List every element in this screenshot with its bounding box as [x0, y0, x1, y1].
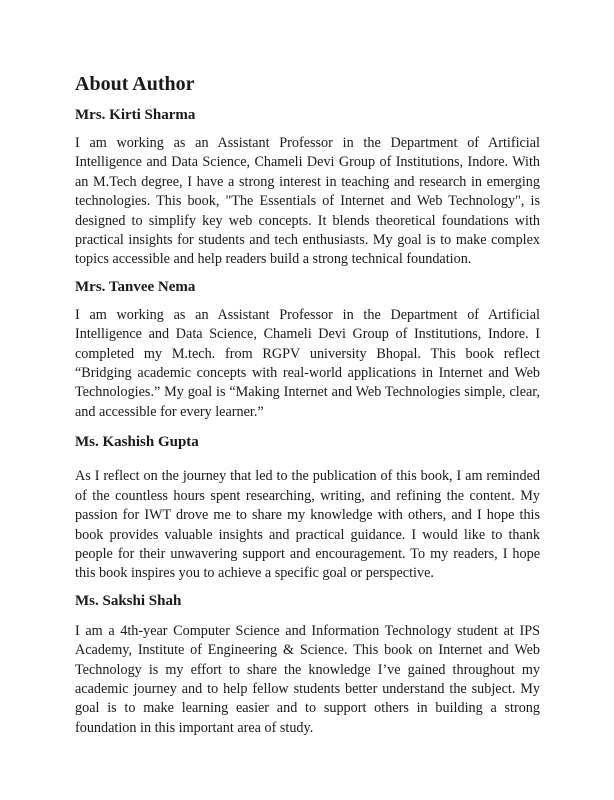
author-name: Mrs. Kirti Sharma	[75, 107, 196, 123]
author-name: Mrs. Tanvee Nema	[75, 278, 196, 295]
author-bio: As I reflect on the journey that led to the publication of this book, I am reminded of the countless hours spent researching, writing, and refining the content. My passion for IWT drove me to share my knowledge with others, and I hope this book provides valuable insights and practical guidance. I would like to thank people for their unwavering support and encouragement. To my readers, I hope this book inspires you to achieve a specific goal or perspective.	[75, 468, 540, 582]
author-name: Ms. Sakshi Shah	[75, 592, 182, 609]
author-name: Ms. Kashish Gupta	[75, 434, 199, 451]
author-section-kashish-gupta	[75, 433, 540, 583]
author-section-sakshi-shah	[75, 592, 540, 738]
author-bio: I am a 4th-year Computer Science and Information Technology student at IPS Academy, Institute of Engineering & Science. This book on Internet and Web Technology is my effort to share the knowledge I’ve gained throughout my academic journey and to help fellow students better understand the subject. My goal is to make learning easier and to support others in building a strong foundation in this important area of study.	[75, 622, 540, 736]
author-bio: I am working as an Assistant Professor in the Department of Artificial Intelligence and Data Science, Chameli Devi Group of Institutions, Indore. I completed my M.tech. from RGPV university Bhopal. This book reflect “Bridging academic concepts with real-world applications in Internet and Web Technologies.” My goal is “Making Internet and Web Technologies simple, clear, and accessible for every learner.”	[75, 306, 540, 420]
author-section-kirti-sharma	[75, 106, 540, 270]
author-section-tanvee-nema	[75, 278, 540, 422]
page-title: About Author	[75, 73, 195, 95]
about-author-page	[75, 72, 540, 738]
author-bio: I am working as an Assistant Professor in the Department of Artificial Intelligence and Data Science, Chameli Devi Group of Institutions, Indore. With an M.Tech degree, I have a strong interest in teaching and research in emerging technologies. This book, "The Essentials of Internet and Web Technology", is designed to simplify key web concepts. It blends theoretical foundations with practical insights for students and tech enthusiasts. My goal is to make complex topics accessible and help readers build a strong technical foundation.	[75, 135, 540, 268]
